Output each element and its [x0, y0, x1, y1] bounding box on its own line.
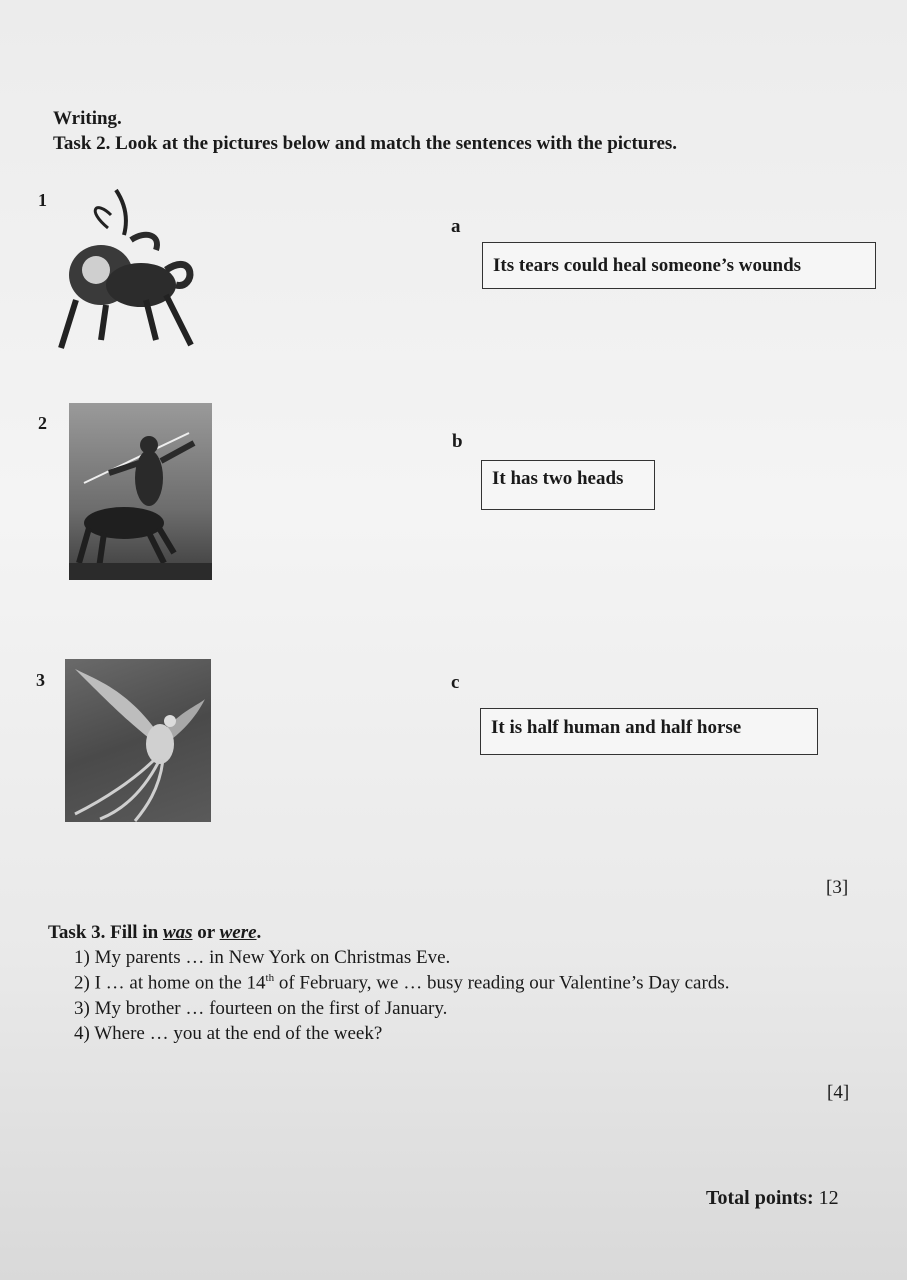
sentence-letter-b: b [452, 431, 463, 452]
sentence-box-a [482, 242, 876, 289]
sentence-letter-c: c [451, 672, 460, 693]
sentence-letter-a: a [451, 216, 461, 237]
total-points [706, 1187, 839, 1210]
section-title: Writing. [53, 108, 122, 129]
sentence-text-c: It is half human and half horse [491, 716, 742, 738]
task3-title [48, 922, 261, 944]
word-were: were [219, 922, 257, 943]
sentence-text-a: Its tears could heal someone’s wounds [493, 254, 802, 276]
total-points-value: 12 [818, 1187, 839, 1209]
task3-item-1: 1) My parents … in New York on Christmas Eve. [74, 947, 451, 968]
total-points-label: Total points: [706, 1187, 814, 1209]
task3-points: [4] [827, 1082, 850, 1103]
task3-item-2 [74, 972, 729, 994]
word-was: was [162, 922, 193, 943]
picture-number-2: 2 [38, 413, 47, 433]
sentence-text-b: It has two heads [492, 468, 624, 489]
task3-title-prefix: Task 3. Fill in [48, 922, 163, 943]
phoenix-illustration [65, 659, 211, 822]
sentence-box-b [481, 460, 655, 510]
task2-instruction: Task 2. Look at the pictures below and match the sentences with the pictures. [53, 133, 678, 154]
task3-period: . [256, 922, 262, 943]
sentence-box-c [480, 708, 818, 755]
centaur-illustration [69, 403, 212, 580]
task3-item-3: 3) My brother … fourteen on the first of January. [74, 998, 448, 1019]
task3-or: or [192, 922, 220, 943]
task3-item-4: 4) Where … you at the end of the week? [74, 1023, 383, 1044]
picture-number-1: 1 [38, 190, 47, 210]
task3-item-2-post: of February, we … busy reading our Valentine’s Day cards. [274, 972, 730, 994]
chimera-illustration [56, 180, 202, 354]
task3-item-2-sup: th [265, 972, 275, 984]
picture-number-3: 3 [36, 670, 45, 690]
task3-item-2-pre: 2) I … at home on the 14 [74, 972, 266, 994]
task2-points: [3] [826, 877, 849, 898]
